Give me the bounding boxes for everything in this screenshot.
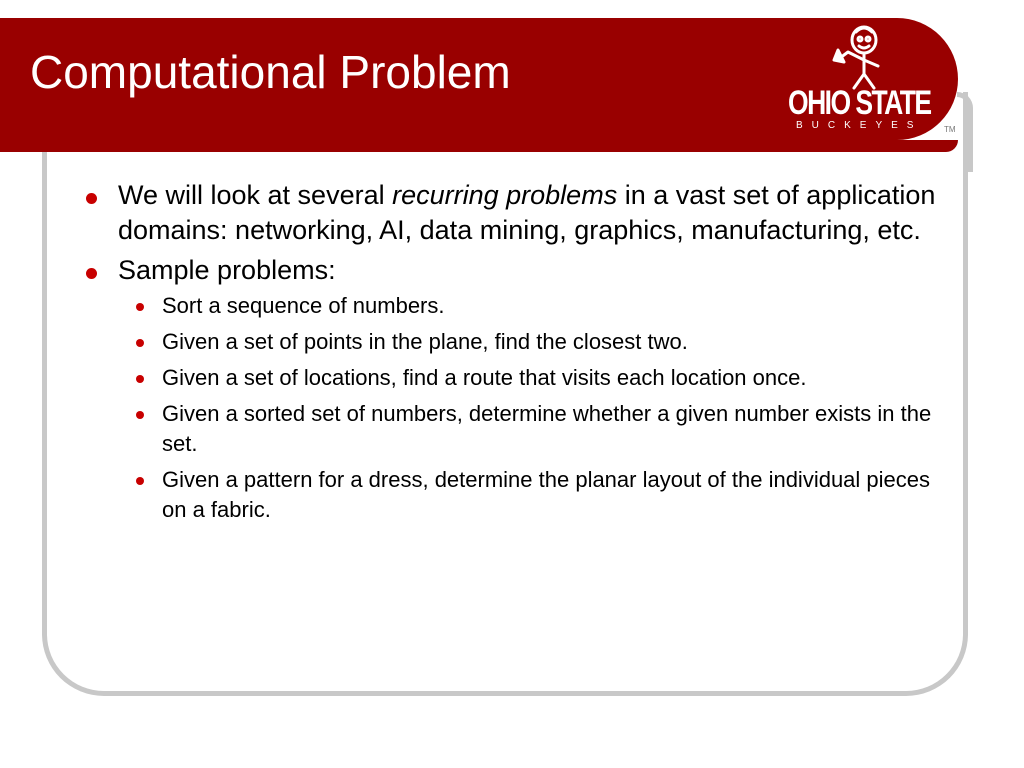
sub-bullet-dot-icon <box>136 339 144 347</box>
bullet-text: Sample problems: <box>118 255 336 285</box>
sub-bullet-dot-icon <box>136 375 144 383</box>
bullet-dot-icon <box>86 268 97 279</box>
bullet-dot-icon <box>86 193 97 204</box>
sub-bullet-text: Given a sorted set of numbers, determine whether a given number exists in the set. <box>162 401 932 456</box>
sub-bullet-dot-icon <box>136 411 144 419</box>
sub-bullet-item <box>78 363 948 393</box>
ohio-state-logo <box>784 22 954 136</box>
brutus-mascot-icon <box>826 22 896 90</box>
sub-bullet-item <box>78 327 948 357</box>
sub-bullet-dot-icon <box>136 477 144 485</box>
bullet-item <box>78 253 948 288</box>
title-underline <box>0 140 958 152</box>
bullet-item <box>78 178 948 248</box>
sub-bullet-item <box>78 291 948 321</box>
sub-bullet-text: Given a set of locations, find a route that visits each location once. <box>162 365 807 390</box>
sub-bullet-text: Sort a sequence of numbers. <box>162 293 445 318</box>
slide-title: Computational Problem <box>30 46 511 98</box>
sub-bullet-dot-icon <box>136 303 144 311</box>
bullet-list <box>78 178 948 531</box>
sub-bullet-item <box>78 465 948 525</box>
bullet-emphasis: recurring problems <box>392 180 618 210</box>
logo-wordmark: OHIO STATE <box>788 84 931 122</box>
sub-bullet-text: Given a set of points in the plane, find the closest two. <box>162 329 688 354</box>
content-frame-corner <box>957 92 973 172</box>
sub-bullet-text: Given a pattern for a dress, determine the planar layout of the individual pieces on a fabric. <box>162 467 931 522</box>
logo-subtitle: BUCKEYES <box>796 120 923 131</box>
bullet-text-continued: in a vast set of application domains: networking, AI, data mining, graphics, manufacturing, etc. <box>118 180 936 245</box>
sub-bullet-item <box>78 399 948 459</box>
bullet-text: We will look at several <box>118 180 393 210</box>
logo-trademark: TM <box>944 125 956 134</box>
